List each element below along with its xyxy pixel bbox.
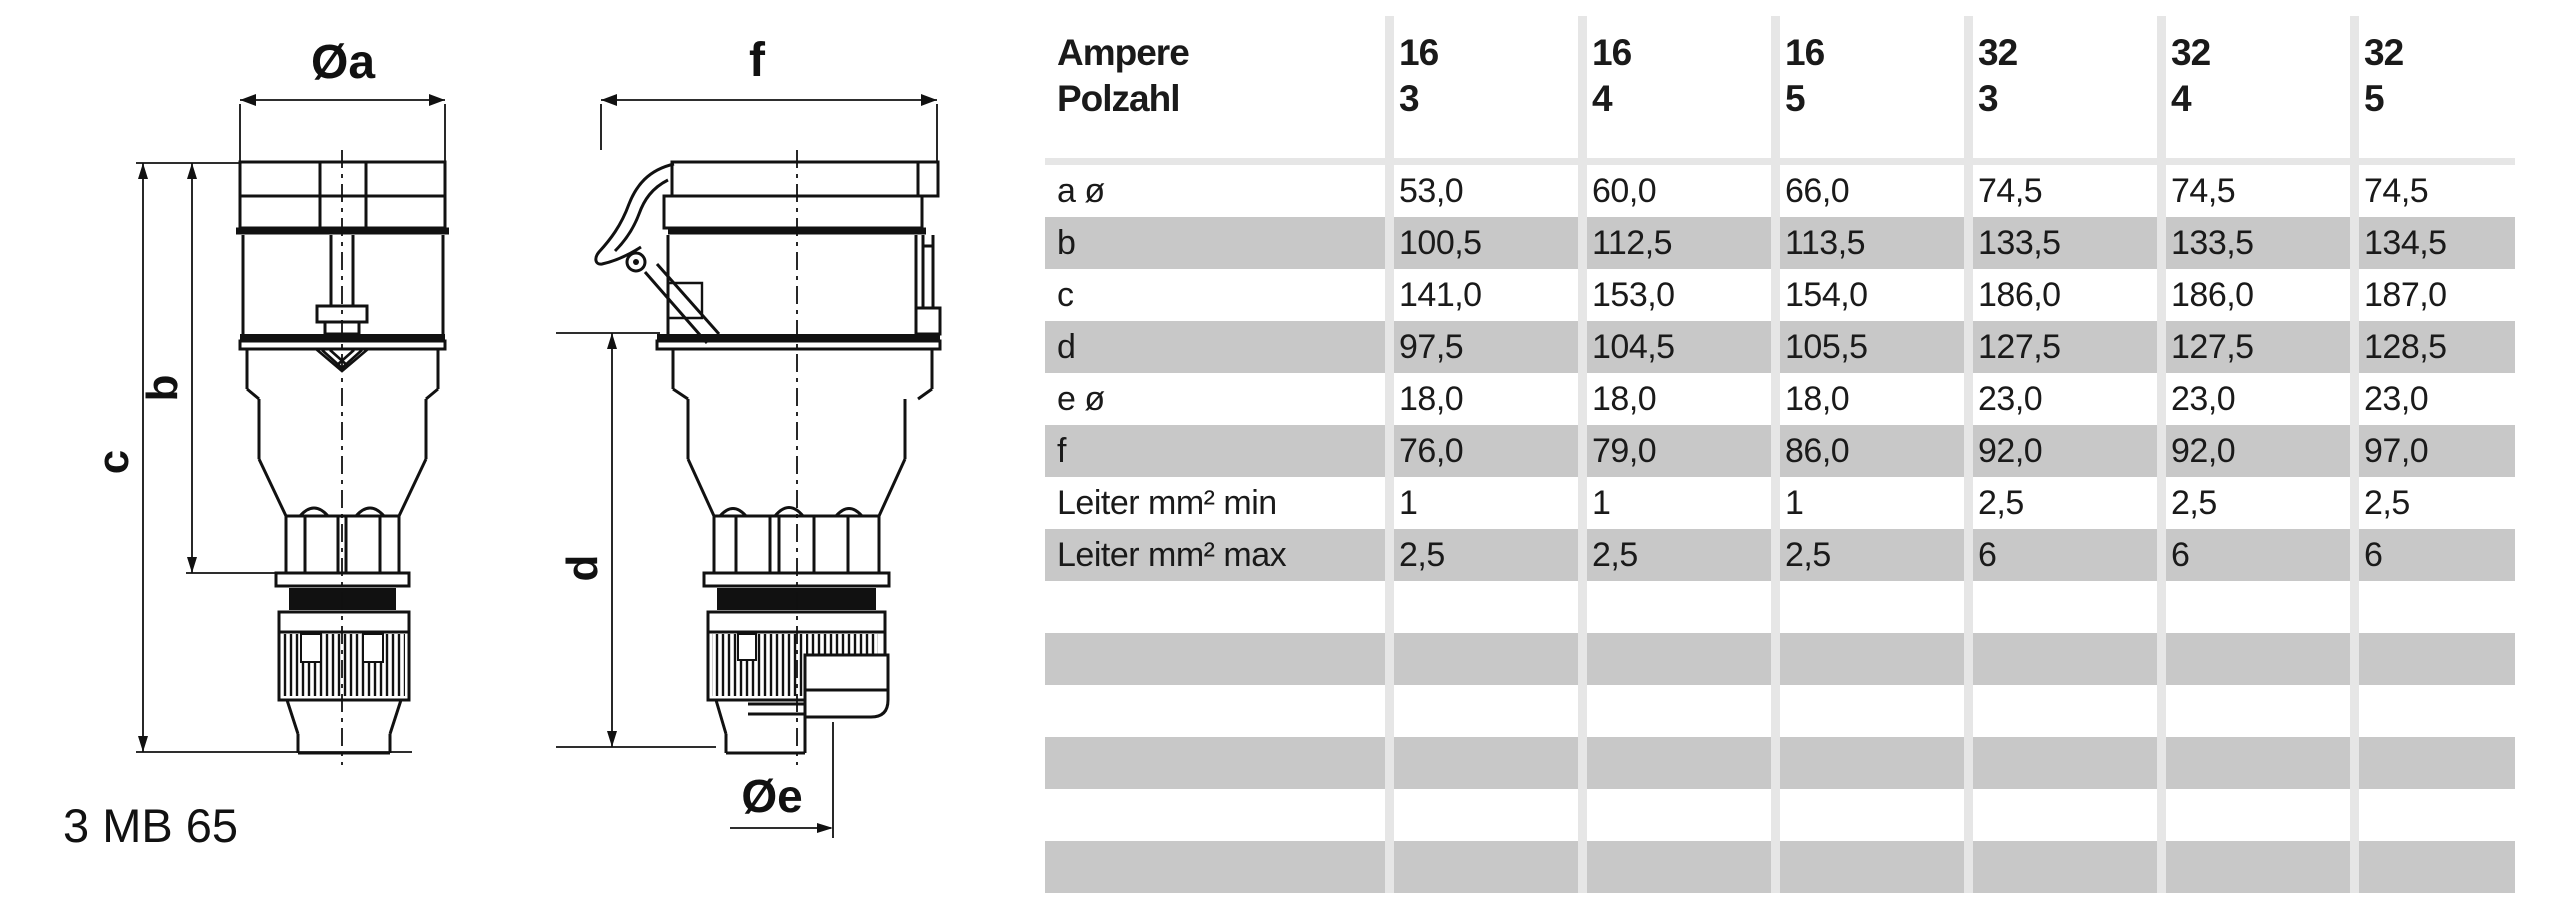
table-row: c 141,0 153,0 154,0 186,0 186,0 187,0 <box>1057 275 2447 314</box>
empty-row <box>1045 581 2515 633</box>
dim-label-oa: Øa <box>310 36 376 89</box>
column-header: 32 5 <box>2364 32 2404 119</box>
empty-row <box>1045 633 2515 685</box>
column-header: 32 3 <box>1978 32 2018 119</box>
model-label: 3 MB 65 <box>63 799 239 852</box>
table-header-row <box>1045 0 2515 158</box>
table-row: a ø 53,0 60,0 66,0 74,5 74,5 74,5 <box>1057 171 2429 210</box>
dim-label-f: f <box>749 34 765 87</box>
column-header: 16 3 <box>1399 32 1439 119</box>
table-row: b 100,5 112,5 113,5 133,5 133,5 134,5 <box>1045 217 2515 269</box>
empty-row <box>1045 789 2515 841</box>
dimensions-table <box>1045 0 2560 924</box>
table-row: d 97,5 104,5 105,5 127,5 127,5 128,5 <box>1045 321 2515 373</box>
empty-row <box>1045 737 2515 789</box>
dim-f <box>601 94 937 162</box>
front-view <box>136 94 449 765</box>
empty-row <box>1045 841 2515 893</box>
table-row: Leiter mm² min 1 1 1 2,5 2,5 2,5 <box>1057 483 2410 522</box>
table-header-label: Ampere Polzahl <box>1057 32 1189 119</box>
dim-label-b: b <box>138 374 187 402</box>
table-row: e ø 18,0 18,0 18,0 23,0 23,0 23,0 <box>1057 379 2429 418</box>
connector-drawing-svg <box>0 0 1045 924</box>
column-header: 16 4 <box>1592 32 1632 119</box>
table-row: f 76,0 79,0 86,0 92,0 92,0 97,0 <box>1045 425 2515 477</box>
column-header: 16 5 <box>1785 32 1825 119</box>
side-view <box>556 94 940 838</box>
table-row: Leiter mm² max 2,5 2,5 2,5 6 6 6 <box>1045 529 2515 581</box>
column-header: 32 4 <box>2171 32 2211 119</box>
empty-row <box>1045 685 2515 737</box>
dim-label-c: c <box>89 449 138 475</box>
dim-label-oe: Øe <box>741 770 803 822</box>
dim-label-d: d <box>558 554 607 582</box>
table-body <box>1045 165 2515 893</box>
dim-b <box>186 163 278 573</box>
dim-d <box>556 333 716 747</box>
technical-drawing <box>0 0 1045 924</box>
header-separator-line <box>1045 158 2515 165</box>
